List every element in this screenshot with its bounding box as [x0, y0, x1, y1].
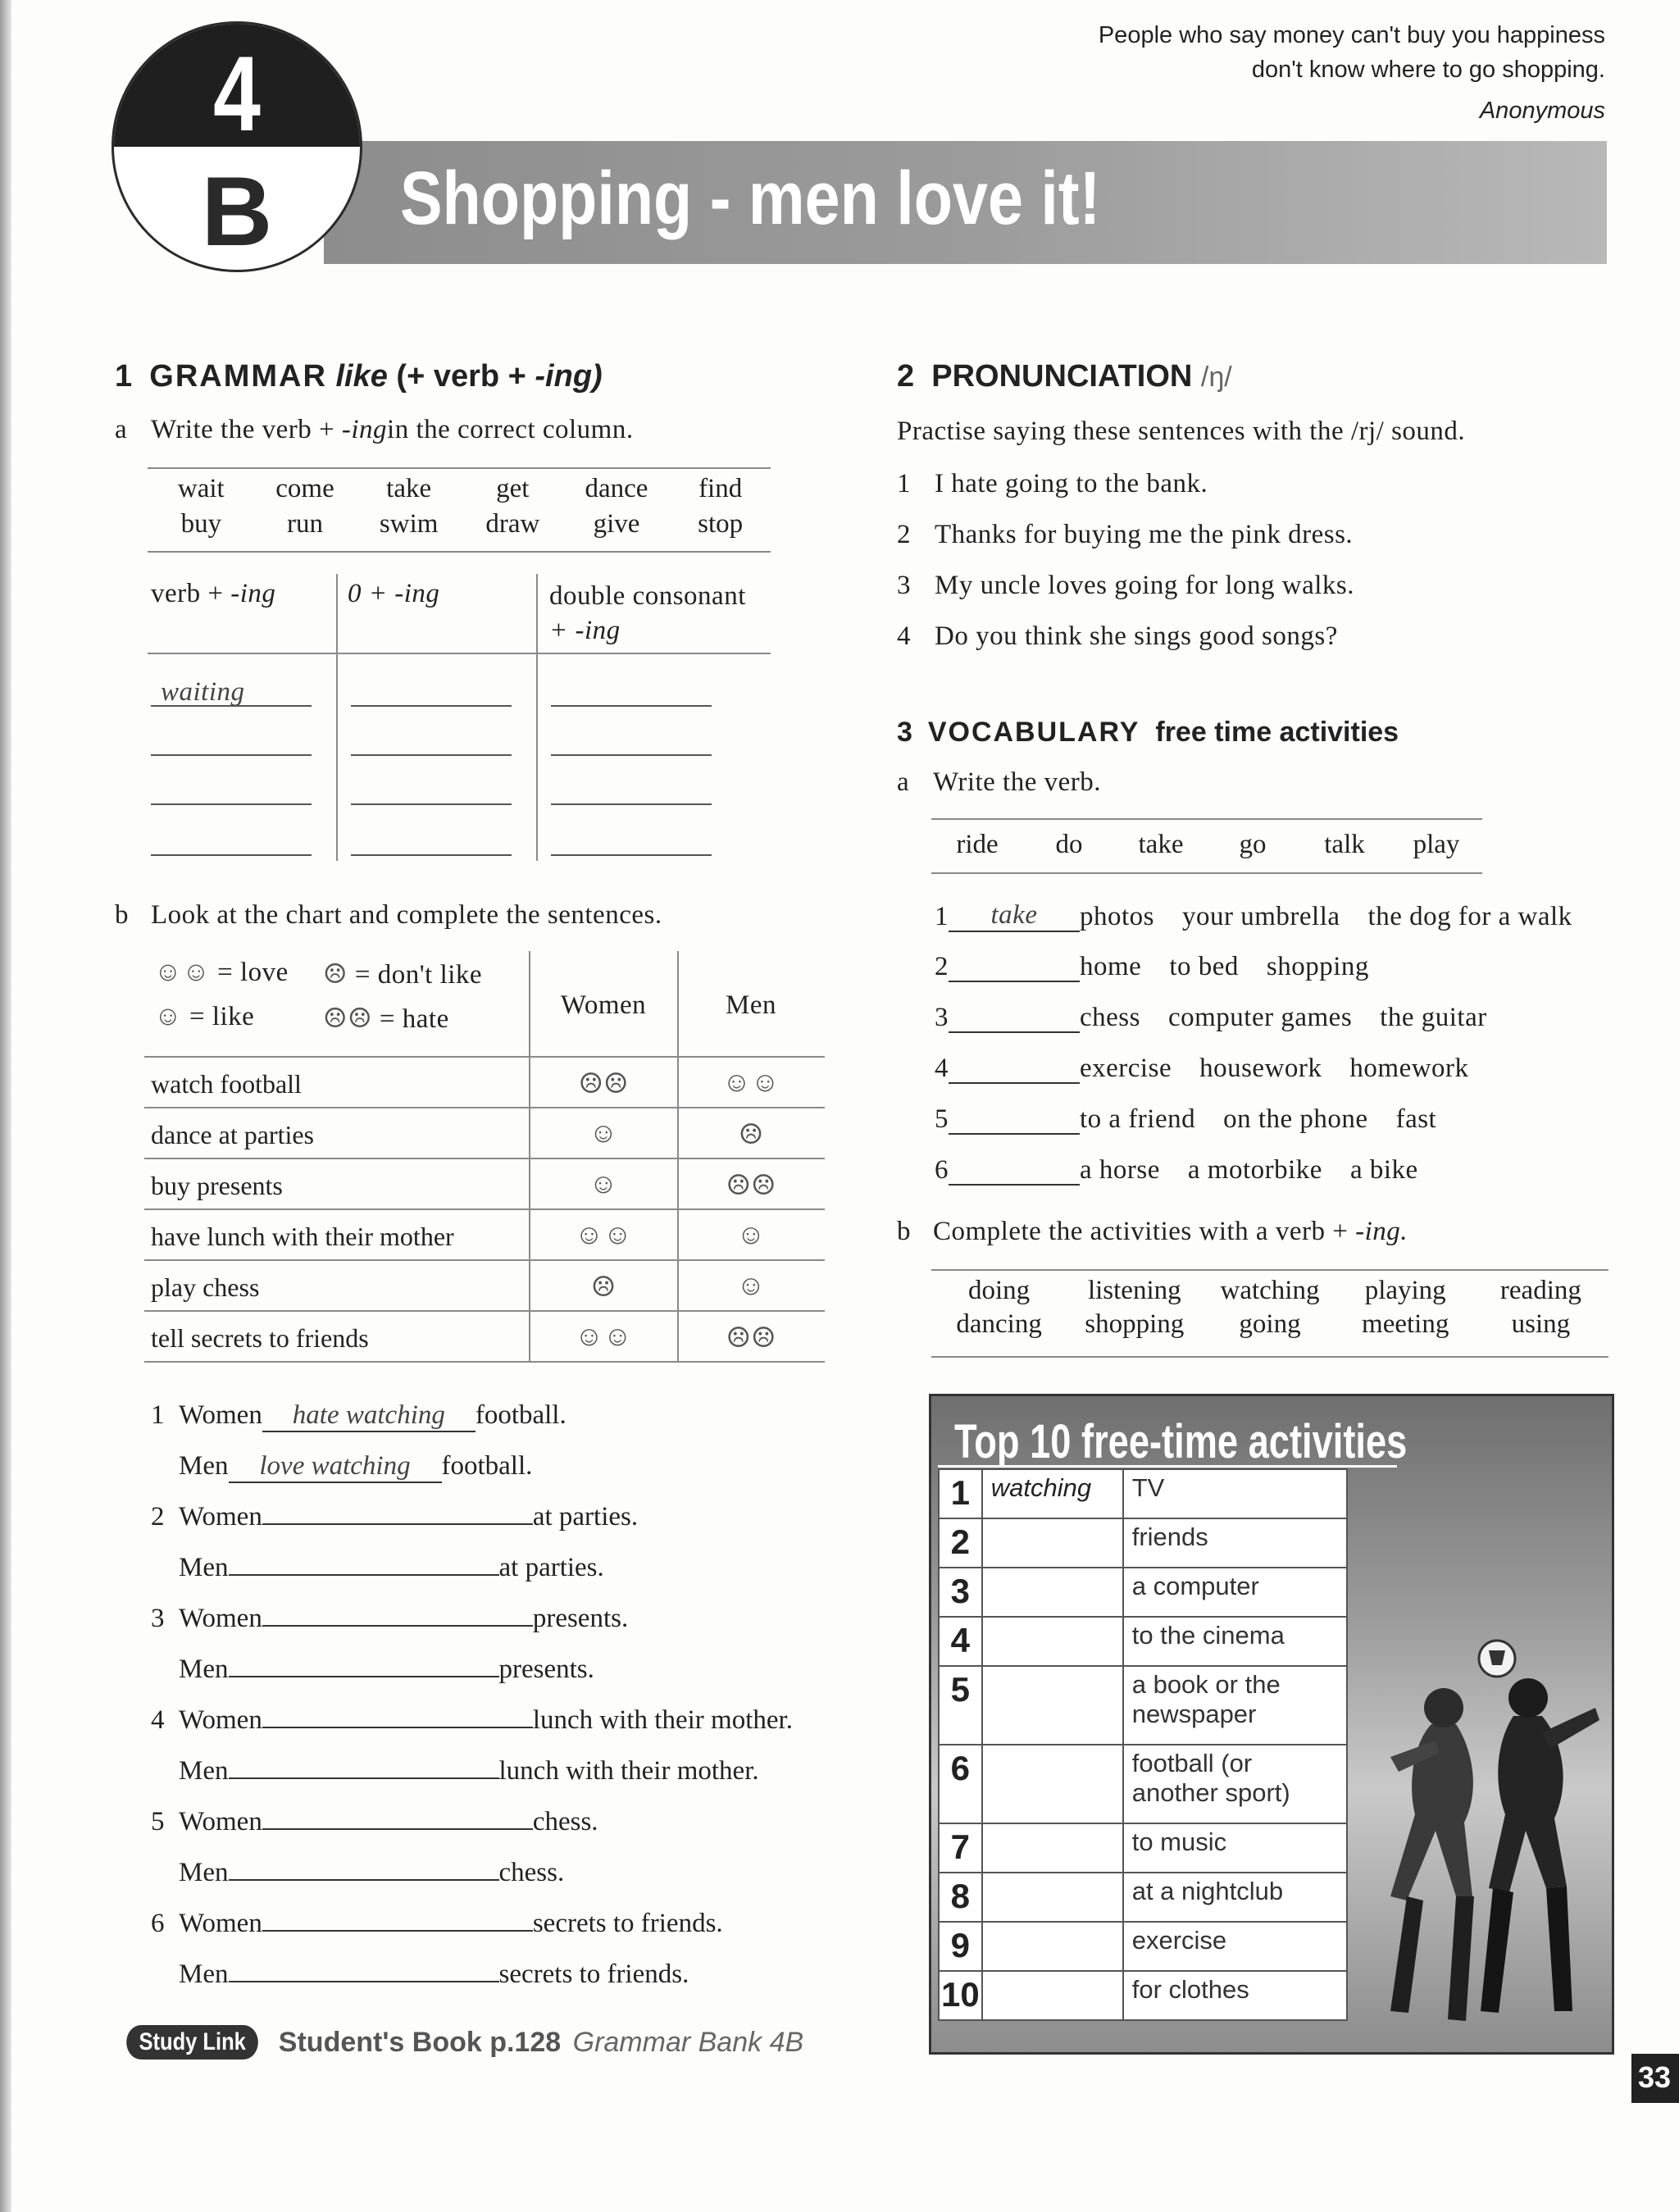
answer-blank	[262, 1523, 533, 1525]
vocab-verb: take	[1138, 830, 1184, 859]
vocabulary-item	[935, 1053, 1497, 1084]
verb-word: give	[593, 509, 640, 539]
activity-object: to the cinema	[1123, 1617, 1347, 1666]
men-face-icon: ☹☹	[726, 1171, 776, 1201]
football-players-illustration	[1358, 1626, 1604, 2052]
answer-cell	[982, 1617, 1123, 1666]
vocabulary-item	[935, 900, 1600, 932]
study-link-footer	[115, 2025, 803, 2060]
vocabulary-item	[935, 1154, 1446, 1186]
top10-table	[938, 1468, 1348, 2021]
sentence-subject: Men	[179, 1756, 229, 1786]
chart-row	[144, 1261, 825, 1312]
chart-activity: buy presents	[151, 1171, 283, 1200]
answer-blank	[262, 1930, 533, 1932]
sentence-subject: Men	[179, 1553, 229, 1582]
sentence-end: chess.	[532, 1807, 598, 1837]
sentence-subject: Women	[179, 1909, 262, 1938]
chart-row	[144, 1210, 825, 1261]
unit-letter: B	[201, 157, 273, 266]
vocab-verb: go	[1239, 830, 1267, 859]
activity-object: to music	[1123, 1823, 1347, 1873]
sentence-men	[179, 1451, 532, 1483]
sentence-number: 5	[151, 1807, 165, 1837]
answer-cell	[982, 1666, 1123, 1745]
answer-cell: watching	[982, 1469, 1123, 1518]
answer-blank	[262, 1625, 533, 1627]
top10-title: Top 10 free-time activities	[954, 1415, 1408, 1468]
vocab-verb: talk	[1324, 830, 1365, 859]
men-face-icon: ☹☹	[726, 1323, 776, 1354]
vocabulary-item	[935, 951, 1397, 982]
sentence-women	[151, 1400, 566, 1432]
sentence-end: at parties.	[532, 1502, 639, 1532]
verb-word: wait	[177, 474, 225, 503]
item-text: Do you think she sings good songs?	[935, 621, 1338, 651]
grammar-b-instruction: b Look at the chart and complete the sentences.	[115, 900, 662, 930]
top10-row	[939, 1518, 1347, 1568]
quote-line: People who say money can't buy you happiness	[1098, 22, 1605, 48]
collocation: a horse	[1080, 1155, 1160, 1185]
collocation: computer games	[1167, 1003, 1353, 1032]
page-number: 33	[1631, 2054, 1679, 2103]
example-answer: waiting	[161, 677, 245, 707]
men-column-header: Men	[726, 990, 776, 1020]
unit-number: 4	[213, 34, 261, 153]
collocation: to bed	[1169, 952, 1239, 981]
grammar-heading: 1 GRAMMAR like (+ verb + -ing)	[115, 359, 603, 394]
verb-word: get	[496, 474, 530, 503]
vocab-verb: ride	[956, 830, 999, 859]
men-face-icon: ☺	[736, 1271, 766, 1301]
grammar-a-instruction: a Write the verb + -ingin the correct column.	[115, 415, 634, 444]
rank-number: 8	[939, 1873, 982, 1922]
verb-word: buy	[180, 509, 222, 539]
sentence-end: lunch with their mother.	[532, 1705, 793, 1735]
answer-blank	[949, 1053, 1080, 1084]
women-face-icon: ☺	[589, 1169, 618, 1199]
collocation: a motorbike	[1187, 1155, 1322, 1185]
women-face-icon: ☹☹	[578, 1069, 629, 1099]
activity-object: at a nightclub	[1123, 1873, 1347, 1922]
ing-word: meeting	[1362, 1309, 1449, 1339]
collocation: home	[1080, 952, 1142, 981]
answer-blank	[949, 951, 1080, 982]
answer-cell	[982, 1873, 1123, 1922]
answer-blank	[262, 1727, 533, 1728]
ing-word: dancing	[956, 1309, 1042, 1339]
collocation: a bike	[1349, 1155, 1418, 1185]
answer-cell	[982, 1745, 1123, 1823]
top10-row	[939, 1745, 1347, 1823]
ing-word: reading	[1499, 1276, 1581, 1305]
collocation: your umbrella	[1182, 902, 1340, 931]
item-text: I hate going to the bank.	[935, 469, 1208, 498]
verb-box	[149, 474, 772, 539]
sentence-end: at parties.	[498, 1553, 604, 1582]
vocabulary-a-instruction: a Write the verb.	[897, 767, 1102, 797]
sentence-subject: Women	[179, 1604, 262, 1633]
vocabulary-item	[935, 1002, 1515, 1033]
chart-activity: have lunch with their mother	[151, 1222, 454, 1251]
unit-badge	[111, 21, 362, 272]
verb-word: stop	[698, 509, 744, 539]
collocation: the dog for a walk	[1367, 902, 1572, 931]
top10-row	[939, 1873, 1347, 1922]
women-face-icon: ☺	[589, 1118, 618, 1149]
sentence-women	[151, 1604, 628, 1634]
verb-word: draw	[485, 509, 540, 539]
item-number: 5	[935, 1104, 949, 1134]
rank-number: 1	[939, 1469, 982, 1518]
answer-blank	[949, 1104, 1080, 1135]
item-text: My uncle loves going for long walks.	[935, 571, 1355, 600]
sentence-subject: Men	[179, 1654, 229, 1684]
sentence-end: chess.	[498, 1858, 565, 1887]
vocabulary-item	[935, 1104, 1464, 1135]
item-number: 4	[935, 1054, 949, 1083]
answer-blank	[949, 1154, 1080, 1186]
top10-row	[939, 1617, 1347, 1666]
answer-blank	[949, 1002, 1080, 1033]
ing-word: going	[1239, 1309, 1301, 1339]
book-spine-shadow	[0, 0, 11, 2212]
sentence-end: football.	[475, 1400, 566, 1430]
men-face-icon: ☺☺	[722, 1067, 780, 1098]
rank-number: 3	[939, 1568, 982, 1617]
women-face-icon: ☺☺	[575, 1220, 632, 1250]
item-text: Thanks for buying me the pink dress.	[935, 520, 1354, 549]
answer-cell	[982, 1568, 1123, 1617]
activity-object: football (or another sport)	[1123, 1745, 1347, 1823]
item-number: 4	[897, 621, 911, 651]
vocabulary-b-instruction: b Complete the activities with a verb + -ing.	[897, 1217, 1408, 1246]
verb-word: come	[275, 474, 334, 503]
pronunciation-instruction: Practise saying these sentences with the /rj/ sound.	[897, 416, 1466, 446]
answer-cell	[982, 1971, 1123, 2020]
chart-row	[144, 1108, 825, 1159]
ing-word: doing	[968, 1276, 1031, 1305]
sentence-number: 1	[151, 1400, 165, 1430]
collocation: homework	[1349, 1054, 1469, 1083]
verb-word: dance	[585, 474, 648, 503]
sentence-end: secrets to friends.	[532, 1909, 723, 1938]
sentence-end: presents.	[532, 1604, 629, 1633]
sentence-men	[179, 1959, 689, 1990]
sentence-number: 2	[151, 1502, 165, 1532]
top10-row	[939, 1971, 1347, 2020]
answer-blank: take	[949, 900, 1080, 932]
chart-activity: dance at parties	[151, 1120, 314, 1149]
activity-object: TV	[1123, 1469, 1347, 1518]
verb-word: find	[698, 474, 743, 503]
sentence-men	[179, 1756, 759, 1786]
epigraph-quote	[1099, 18, 1605, 128]
rank-number: 9	[939, 1922, 982, 1971]
sentence-subject: Women	[179, 1502, 262, 1532]
pronunciation-item	[897, 520, 1353, 550]
verb-word: take	[386, 474, 432, 503]
sentence-subject: Men	[179, 1858, 229, 1887]
collocation: shopping	[1266, 952, 1369, 981]
men-face-icon: ☺	[736, 1220, 766, 1250]
rank-number: 4	[939, 1617, 982, 1666]
answer-blank	[262, 1828, 533, 1830]
collocation: the guitar	[1380, 1003, 1487, 1032]
pronunciation-item	[897, 469, 1208, 499]
answer-cell	[982, 1518, 1123, 1568]
collocation: chess	[1080, 1003, 1140, 1032]
sentence-end: presents.	[498, 1654, 594, 1684]
rank-number: 7	[939, 1823, 982, 1873]
sentence-men	[179, 1654, 594, 1685]
women-face-icon: ☺☺	[575, 1322, 632, 1352]
ing-word: watching	[1220, 1276, 1320, 1305]
ing-word: using	[1511, 1309, 1571, 1339]
sentence-subject: Women	[179, 1705, 262, 1735]
answer-cell	[982, 1823, 1123, 1873]
item-number: 3	[935, 1003, 949, 1032]
sentence-end: secrets to friends.	[498, 1959, 689, 1989]
item-number: 1	[935, 902, 949, 931]
activity-object: for clothes	[1123, 1971, 1347, 2020]
activity-object: friends	[1123, 1518, 1347, 1568]
item-number: 1	[897, 469, 911, 498]
vocab-verb: do	[1055, 830, 1083, 859]
pronunciation-heading: 2 PRONUNCIATION /ŋ/	[897, 359, 1232, 394]
sentence-men	[179, 1858, 564, 1888]
sentence-women	[151, 1807, 598, 1837]
top10-row	[939, 1823, 1347, 1873]
activity-object: a book or the newspaper	[1123, 1666, 1347, 1745]
sentence-subject: Women	[179, 1807, 262, 1837]
collocation: photos	[1080, 902, 1155, 931]
chart-row	[144, 1312, 825, 1363]
answer-blank: hate watching	[262, 1400, 475, 1432]
vocabulary-heading: 3 VOCABULARY free time activities	[897, 717, 1399, 748]
chart-activity: play chess	[151, 1272, 260, 1302]
answer-blank	[229, 1981, 499, 1982]
ing-word-box	[931, 1276, 1608, 1340]
rank-number: 6	[939, 1745, 982, 1823]
rank-number: 10	[939, 1971, 982, 2020]
answer-blank: love watching	[229, 1451, 442, 1483]
sentence-end: lunch with their mother.	[498, 1756, 759, 1786]
ing-word: listening	[1087, 1276, 1181, 1305]
quote-author: Anonymous	[1479, 98, 1605, 124]
item-number: 2	[897, 520, 911, 549]
item-number: 2	[935, 952, 949, 981]
quote-line: don't know where to go shopping.	[1251, 57, 1605, 83]
answer-cell	[982, 1922, 1123, 1971]
top10-row	[939, 1469, 1347, 1518]
column-heading-double-consonant: double consonant + -ing	[549, 581, 746, 645]
verb-word: run	[286, 509, 323, 539]
column-heading-0-ing: 0 + -ing	[348, 579, 440, 608]
item-number: 3	[897, 571, 911, 600]
sentence-women	[151, 1705, 793, 1736]
answer-blank	[229, 1574, 499, 1576]
grammar-bank-ref: Grammar Bank 4B	[572, 2026, 804, 2058]
pronunciation-item	[897, 571, 1354, 601]
ing-word: shopping	[1085, 1309, 1185, 1339]
students-book-ref: Student's Book p.128	[278, 2026, 562, 2058]
sentence-number: 4	[151, 1705, 165, 1735]
chart-activity: tell secrets to friends	[151, 1323, 369, 1353]
answer-blank	[229, 1879, 499, 1881]
top10-activities-panel	[929, 1394, 1614, 2055]
sentence-men	[179, 1553, 604, 1583]
activity-object: a computer	[1123, 1568, 1347, 1617]
answer-blank	[229, 1777, 499, 1779]
rank-number: 2	[939, 1518, 982, 1568]
pronunciation-item	[897, 621, 1338, 652]
vocab-verb: play	[1413, 830, 1460, 859]
answer-blank	[229, 1676, 499, 1677]
collocation: fast	[1395, 1104, 1437, 1134]
chart-row	[144, 1058, 825, 1108]
activity-object: exercise	[1123, 1922, 1347, 1971]
page-title: Shopping - men love it!	[400, 157, 1101, 240]
item-number: 6	[935, 1155, 949, 1185]
sentence-subject: Women	[179, 1400, 262, 1430]
sentence-number: 6	[151, 1909, 165, 1938]
column-heading-verb-ing: verb + -ing	[151, 579, 276, 608]
top10-row	[939, 1666, 1347, 1745]
chart-row	[144, 1159, 825, 1210]
sentence-subject: Men	[179, 1451, 229, 1481]
verb-word: swim	[379, 509, 439, 539]
top10-row	[939, 1568, 1347, 1617]
women-face-icon: ☹	[590, 1272, 617, 1303]
collocation: housework	[1199, 1054, 1322, 1083]
sentence-number: 3	[151, 1604, 165, 1633]
study-link-badge: Study Link	[126, 2025, 258, 2060]
sentence-subject: Men	[179, 1959, 229, 1989]
chart-key: ☺☺ = love ☹ = don't like ☺ = like ☹☹ = hate Women Men	[144, 951, 825, 1056]
collocation: on the phone	[1223, 1104, 1368, 1134]
top10-row	[939, 1922, 1347, 1971]
chart-activity: watch football	[151, 1069, 302, 1099]
sentence-women	[151, 1909, 723, 1939]
rank-number: 5	[939, 1666, 982, 1745]
sentence-women	[151, 1502, 638, 1532]
sentence-end: football.	[441, 1451, 533, 1481]
ing-word: playing	[1364, 1276, 1446, 1305]
collocation: to a friend	[1080, 1104, 1196, 1134]
men-face-icon: ☹	[738, 1120, 764, 1150]
women-column-header: Women	[560, 990, 647, 1020]
collocation: exercise	[1080, 1054, 1172, 1083]
vocabulary-verb-box	[931, 830, 1482, 860]
